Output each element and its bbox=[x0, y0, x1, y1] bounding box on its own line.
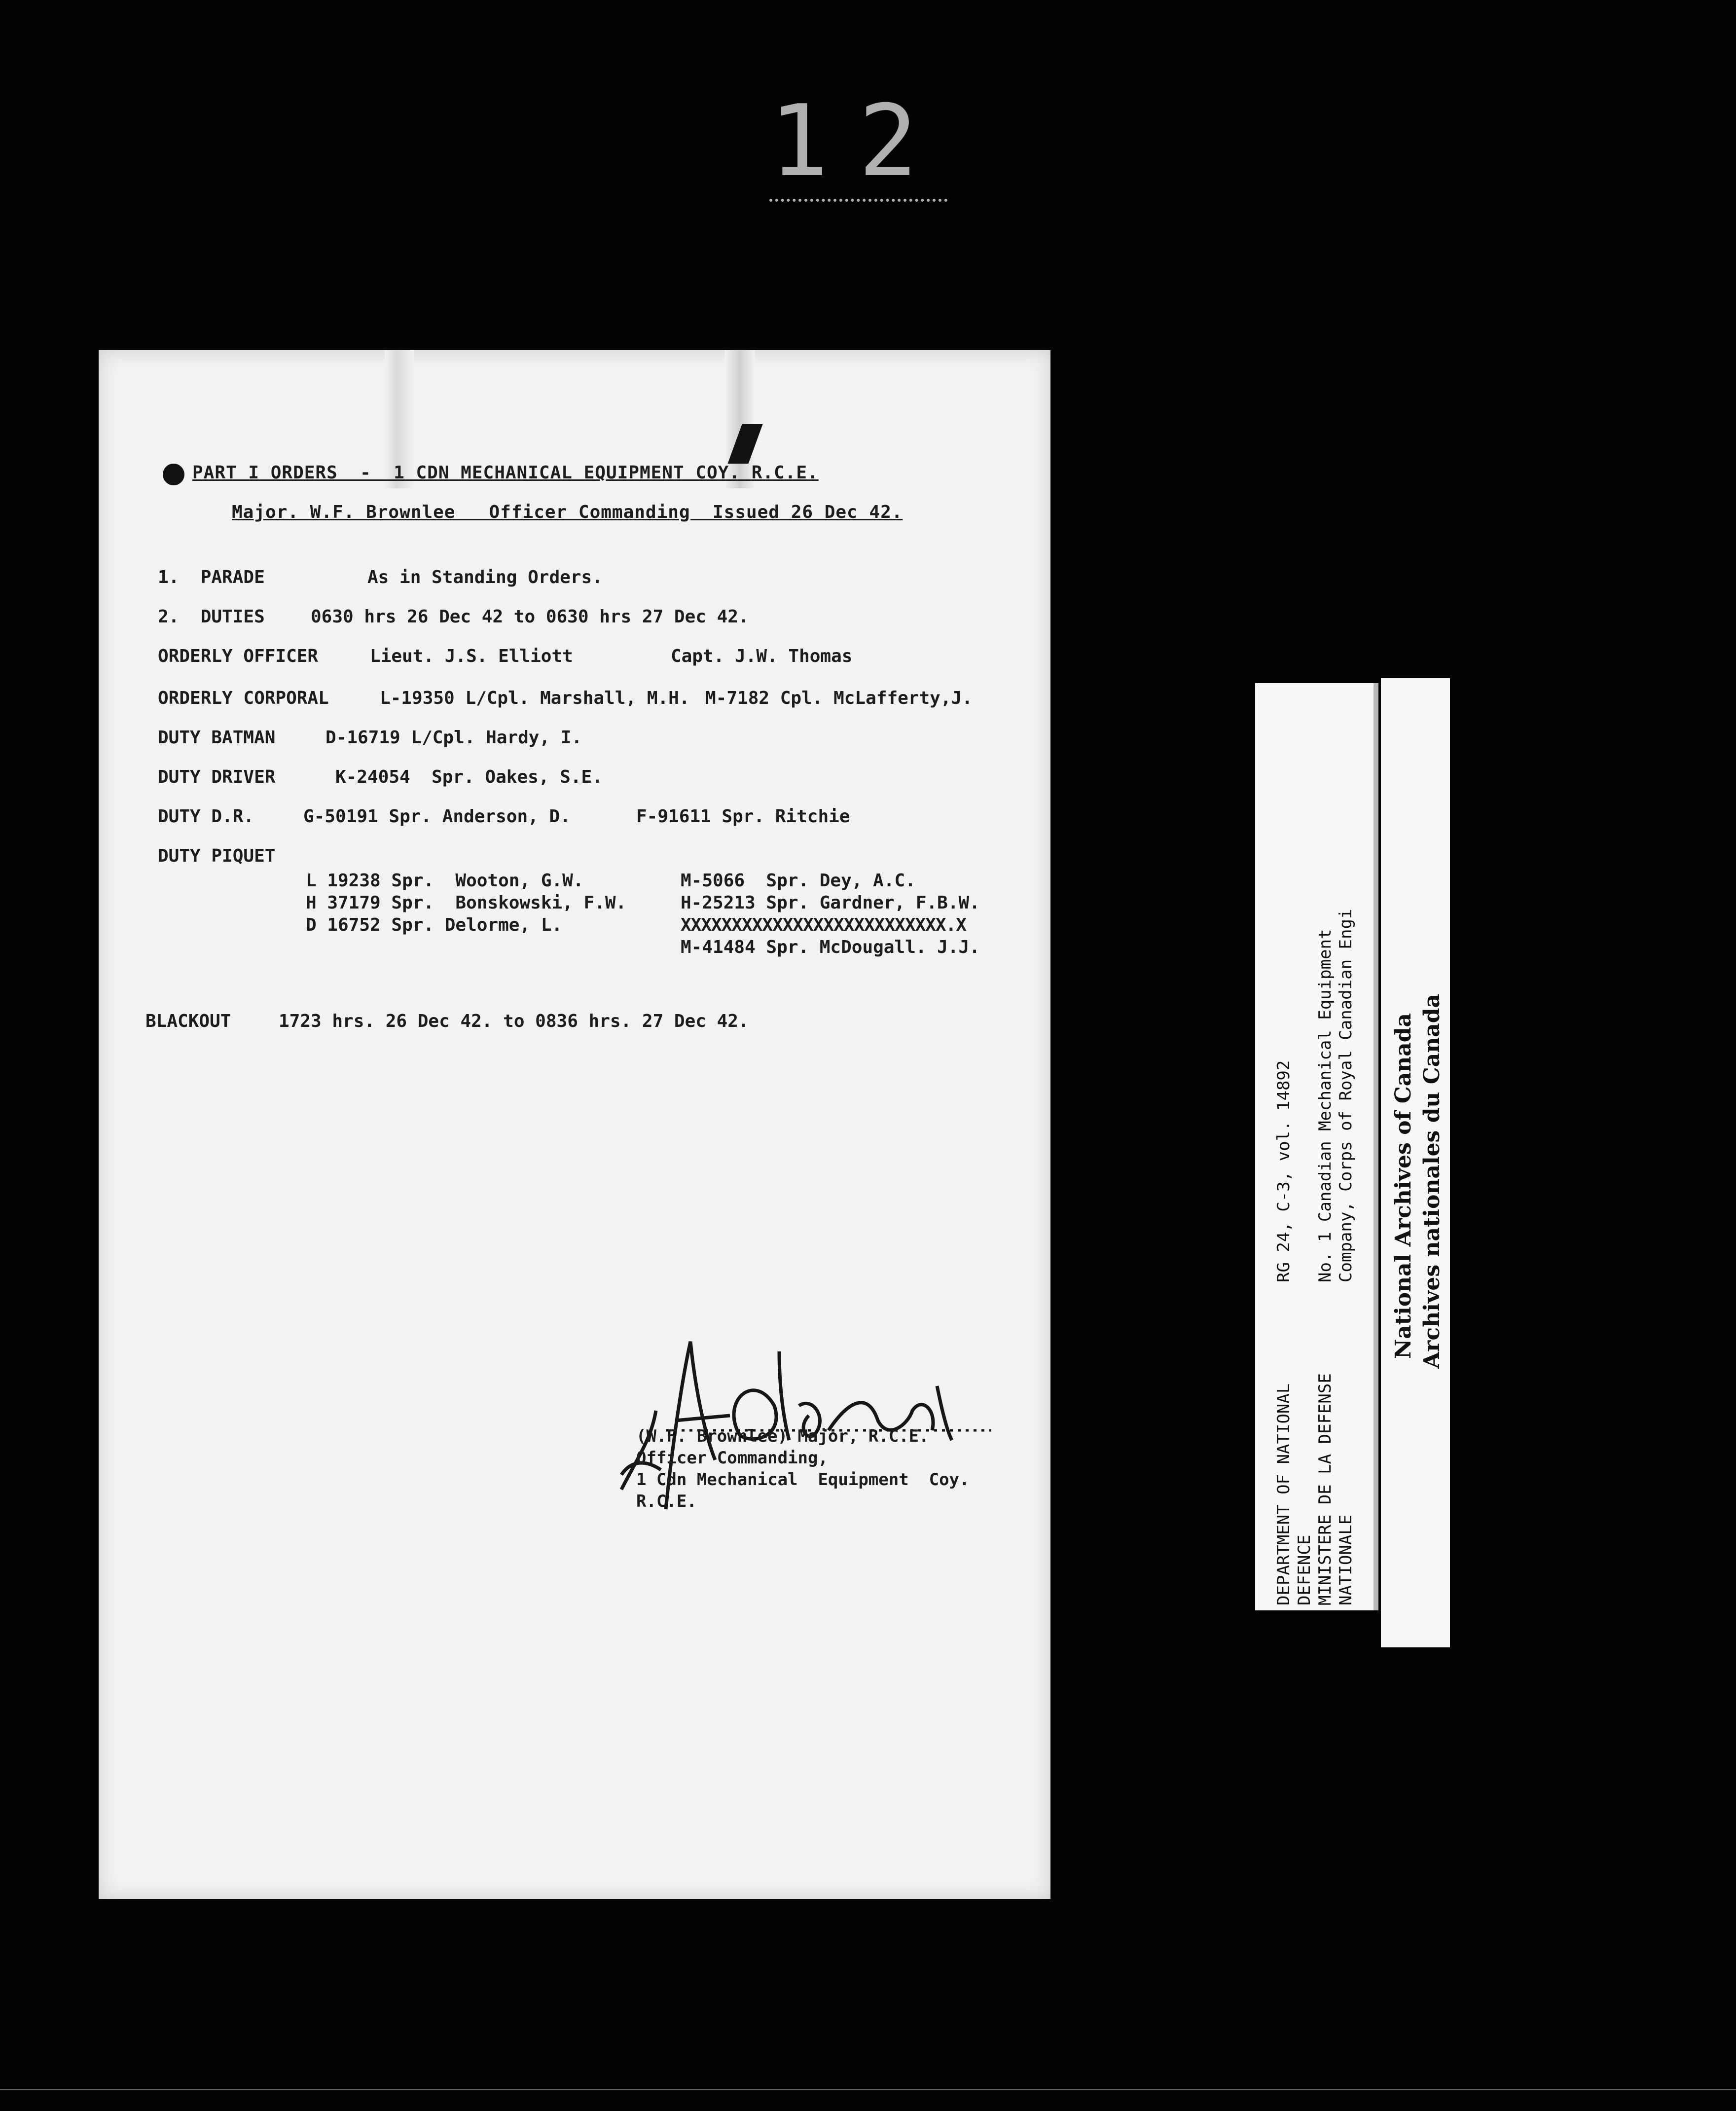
signature-name: (W.F. Brownlee) Major, R.C.E. bbox=[636, 1426, 929, 1446]
frame-number: 12 bbox=[769, 84, 927, 182]
archive-name-en: National Archives of Canada bbox=[1391, 1013, 1416, 1359]
row-label: ORDERLY OFFICER bbox=[158, 646, 319, 666]
row-label: DUTY BATMAN bbox=[158, 728, 276, 748]
archive-name-fr: Archives nationales du Canada bbox=[1419, 993, 1445, 1369]
piquet-right: M-41484 Spr. McDougall. J.J. bbox=[681, 937, 980, 957]
piquet-left: H 37179 Spr. Bonskowski, F.W. bbox=[306, 893, 627, 913]
order-document bbox=[99, 350, 1050, 1899]
document-subtitle: Major. W.F. Brownlee Officer Commanding Issued 26 Dec 42. bbox=[232, 502, 903, 522]
row-label: ORDERLY CORPORAL bbox=[158, 688, 329, 708]
piquet-right: M-5066 Spr. Dey, A.C. bbox=[681, 871, 916, 891]
row-label: DUTY PIQUET bbox=[158, 846, 276, 866]
card-line: DEFENCE bbox=[1295, 1534, 1314, 1605]
piquet-left: L 19238 Spr. Wooton, G.W. bbox=[306, 871, 584, 891]
row-value: Lieut. J.S. Elliott bbox=[370, 646, 573, 666]
signature-unit: 1 Cdn Mechanical Equipment Coy. bbox=[636, 1470, 970, 1490]
piquet-left: D 16752 Spr. Delorme, L. bbox=[306, 915, 563, 935]
signature-title: Officer Commanding, bbox=[636, 1448, 828, 1468]
row-value: L-19350 L/Cpl. Marshall, M.H. bbox=[380, 688, 690, 708]
row-value-alt: Capt. J.W. Thomas bbox=[671, 646, 853, 666]
row-label: 1. PARADE bbox=[158, 567, 265, 587]
archive-reference-card bbox=[1255, 683, 1378, 1610]
row-label: DUTY DRIVER bbox=[158, 767, 276, 787]
row-value: 0630 hrs 26 Dec 42 to 0630 hrs 27 Dec 42. bbox=[311, 607, 749, 627]
blackout-value: 1723 hrs. 26 Dec 42. to 0836 hrs. 27 Dec 42. bbox=[279, 1011, 749, 1031]
row-value: D-16719 L/Cpl. Hardy, I. bbox=[326, 728, 582, 748]
row-value-alt: F-91611 Spr. Ritchie bbox=[636, 806, 850, 827]
signature-corps: R.C.E. bbox=[636, 1492, 697, 1511]
blackout-label: BLACKOUT bbox=[145, 1011, 231, 1031]
piquet-right-struck: XXXXXXXXXXXXXXXXXXXXXXXXXX.X bbox=[681, 915, 966, 935]
archive-label-strip bbox=[1381, 678, 1450, 1647]
row-value: G-50191 Spr. Anderson, D. bbox=[303, 806, 571, 827]
row-label: DUTY D.R. bbox=[158, 806, 254, 827]
card-line: MINISTERE DE LA DEFENSE No. 1 Canadian Mechanical Equipment bbox=[1315, 929, 1335, 1605]
row-label: 2. DUTIES bbox=[158, 607, 265, 627]
document-title: PART I ORDERS - 1 CDN MECHANICAL EQUIPMENT COY. R.C.E. bbox=[192, 463, 819, 483]
piquet-right: H-25213 Spr. Gardner, F.B.W. bbox=[681, 893, 980, 913]
card-line: DEPARTMENT OF NATIONAL RG 24, C-3, vol. 14892 bbox=[1274, 1060, 1294, 1605]
row-value: As in Standing Orders. bbox=[367, 567, 603, 587]
card-line: NATIONALE Company, Corps of Royal Canadian Engi bbox=[1336, 909, 1356, 1605]
row-value-alt: M-7182 Cpl. McLafferty,J. bbox=[705, 688, 973, 708]
film-edge-line bbox=[0, 2089, 1736, 2090]
punch-hole bbox=[163, 464, 184, 485]
row-value: K-24054 Spr. Oakes, S.E. bbox=[335, 767, 603, 787]
